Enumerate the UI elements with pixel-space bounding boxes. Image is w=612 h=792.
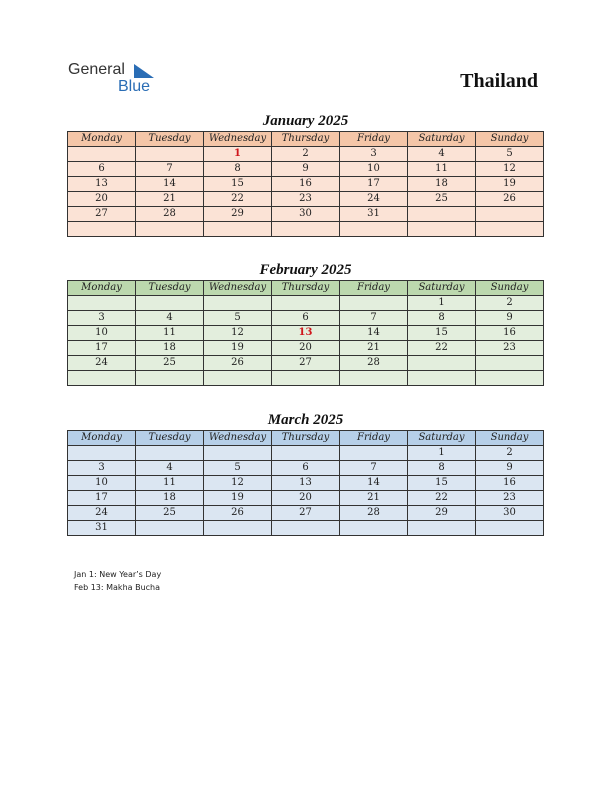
empty-day-cell [272,296,340,311]
day-cell: 27 [272,506,340,521]
week-row [68,192,544,207]
day-cell: 6 [272,461,340,476]
weekday-header: Saturday [408,132,476,147]
empty-day-cell [408,222,476,237]
calendar-table [67,430,544,536]
month-title: February 2025 [259,262,352,278]
empty-day-cell [272,521,340,536]
week-row [68,521,544,536]
empty-day-cell [136,147,204,162]
empty-day-cell [476,207,544,222]
day-cell: 8 [408,461,476,476]
day-cell: 17 [68,341,136,356]
day-cell: 18 [408,177,476,192]
day-cell: 23 [476,491,544,506]
day-cell: 4 [408,147,476,162]
empty-day-cell [340,521,408,536]
week-row [68,147,544,162]
empty-day-cell [408,356,476,371]
week-row [68,326,544,341]
day-cell: 22 [204,192,272,207]
day-cell: 14 [340,326,408,341]
day-cell: 13 [68,177,136,192]
logo-general-text: General [68,61,125,78]
empty-day-cell [68,446,136,461]
day-cell: 30 [476,506,544,521]
empty-day-cell [136,296,204,311]
empty-day-cell [272,222,340,237]
day-cell: 13 [272,326,340,341]
empty-day-cell [272,446,340,461]
weekday-header: Monday [68,281,136,296]
empty-day-cell [68,296,136,311]
empty-day-cell [476,222,544,237]
day-cell: 21 [340,341,408,356]
day-cell: 31 [68,521,136,536]
day-cell: 24 [340,192,408,207]
day-cell: 16 [476,326,544,341]
weekday-header: Sunday [476,431,544,446]
day-cell: 2 [272,147,340,162]
weekday-header-row [68,431,544,446]
day-cell: 18 [136,491,204,506]
week-row [68,356,544,371]
week-row [68,446,544,461]
day-cell: 20 [272,491,340,506]
empty-day-cell [408,207,476,222]
day-cell: 12 [476,162,544,177]
week-row [68,476,544,491]
day-cell: 1 [408,296,476,311]
empty-day-cell [204,521,272,536]
day-cell: 14 [136,177,204,192]
empty-day-cell [340,222,408,237]
weekday-header: Friday [340,431,408,446]
holiday-notes [74,568,161,594]
day-cell: 11 [408,162,476,177]
day-cell: 6 [272,311,340,326]
day-cell: 25 [408,192,476,207]
month-march [67,410,544,536]
empty-day-cell [408,371,476,386]
day-cell: 3 [340,147,408,162]
week-row [68,491,544,506]
empty-day-cell [136,371,204,386]
day-cell: 10 [68,476,136,491]
day-cell: 27 [68,207,136,222]
day-cell: 22 [408,341,476,356]
day-cell: 7 [340,461,408,476]
day-cell: 25 [136,506,204,521]
week-row [68,311,544,326]
weekday-header: Thursday [272,431,340,446]
generalblue-logo [68,60,168,96]
day-cell: 18 [136,341,204,356]
logo-triangle-icon [134,64,154,78]
month-january [67,111,544,237]
day-cell: 17 [340,177,408,192]
weekday-header-row [68,281,544,296]
empty-day-cell [136,521,204,536]
weekday-header: Wednesday [204,132,272,147]
day-cell: 6 [68,162,136,177]
day-cell: 1 [204,147,272,162]
day-cell: 21 [136,192,204,207]
day-cell: 19 [476,177,544,192]
empty-day-cell [68,371,136,386]
day-cell: 11 [136,326,204,341]
day-cell: 29 [408,506,476,521]
day-cell: 25 [136,356,204,371]
day-cell: 11 [136,476,204,491]
weekday-header: Thursday [272,132,340,147]
day-cell: 17 [68,491,136,506]
day-cell: 10 [68,326,136,341]
empty-day-cell [476,371,544,386]
day-cell: 16 [272,177,340,192]
week-row [68,162,544,177]
week-row [68,222,544,237]
month-title: January 2025 [262,113,349,129]
day-cell: 2 [476,446,544,461]
empty-day-cell [408,521,476,536]
weekday-header: Tuesday [136,431,204,446]
month-title: March 2025 [267,412,344,428]
day-cell: 24 [68,506,136,521]
day-cell: 3 [68,311,136,326]
day-cell: 16 [476,476,544,491]
weekday-header: Wednesday [204,281,272,296]
day-cell: 5 [204,311,272,326]
holiday-note: Feb 13: Makha Bucha [74,583,161,592]
empty-day-cell [340,296,408,311]
empty-day-cell [68,222,136,237]
country-title: Thailand [460,70,538,92]
week-row [68,371,544,386]
week-row [68,177,544,192]
day-cell: 30 [272,207,340,222]
day-cell: 20 [272,341,340,356]
day-cell: 26 [476,192,544,207]
week-row [68,296,544,311]
day-cell: 31 [340,207,408,222]
day-cell: 19 [204,491,272,506]
day-cell: 29 [204,207,272,222]
weekday-header: Sunday [476,281,544,296]
day-cell: 20 [68,192,136,207]
empty-day-cell [476,521,544,536]
weekday-header: Friday [340,281,408,296]
day-cell: 15 [408,326,476,341]
day-cell: 24 [68,356,136,371]
day-cell: 7 [136,162,204,177]
day-cell: 19 [204,341,272,356]
day-cell: 10 [340,162,408,177]
day-cell: 13 [272,476,340,491]
week-row [68,506,544,521]
week-row [68,207,544,222]
day-cell: 21 [340,491,408,506]
weekday-header: Saturday [408,431,476,446]
weekday-header: Wednesday [204,431,272,446]
day-cell: 8 [408,311,476,326]
day-cell: 9 [476,311,544,326]
empty-day-cell [204,222,272,237]
day-cell: 9 [476,461,544,476]
day-cell: 14 [340,476,408,491]
day-cell: 4 [136,461,204,476]
day-cell: 28 [340,506,408,521]
logo-blue-text: Blue [118,78,151,95]
day-cell: 2 [476,296,544,311]
empty-day-cell [204,371,272,386]
day-cell: 26 [204,356,272,371]
calendar-table [67,280,544,386]
day-cell: 3 [68,461,136,476]
weekday-header: Tuesday [136,281,204,296]
weekday-header-row [68,132,544,147]
empty-day-cell [476,356,544,371]
empty-day-cell [204,296,272,311]
empty-day-cell [340,371,408,386]
day-cell: 22 [408,491,476,506]
day-cell: 7 [340,311,408,326]
empty-day-cell [340,446,408,461]
weekday-header: Friday [340,132,408,147]
day-cell: 8 [204,162,272,177]
day-cell: 4 [136,311,204,326]
day-cell: 23 [272,192,340,207]
day-cell: 28 [136,207,204,222]
day-cell: 26 [204,506,272,521]
calendar-table [67,131,544,237]
empty-day-cell [136,222,204,237]
day-cell: 12 [204,326,272,341]
weekday-header: Monday [68,132,136,147]
week-row [68,461,544,476]
weekday-header: Saturday [408,281,476,296]
day-cell: 5 [476,147,544,162]
month-february [67,260,544,386]
day-cell: 12 [204,476,272,491]
holiday-note: Jan 1: New Year’s Day [74,570,162,579]
empty-day-cell [204,446,272,461]
weekday-header: Sunday [476,132,544,147]
empty-day-cell [68,147,136,162]
day-cell: 28 [340,356,408,371]
day-cell: 1 [408,446,476,461]
week-row [68,341,544,356]
weekday-header: Tuesday [136,132,204,147]
day-cell: 27 [272,356,340,371]
day-cell: 23 [476,341,544,356]
empty-day-cell [272,371,340,386]
day-cell: 15 [204,177,272,192]
day-cell: 15 [408,476,476,491]
weekday-header: Monday [68,431,136,446]
day-cell: 5 [204,461,272,476]
empty-day-cell [136,446,204,461]
weekday-header: Thursday [272,281,340,296]
day-cell: 9 [272,162,340,177]
